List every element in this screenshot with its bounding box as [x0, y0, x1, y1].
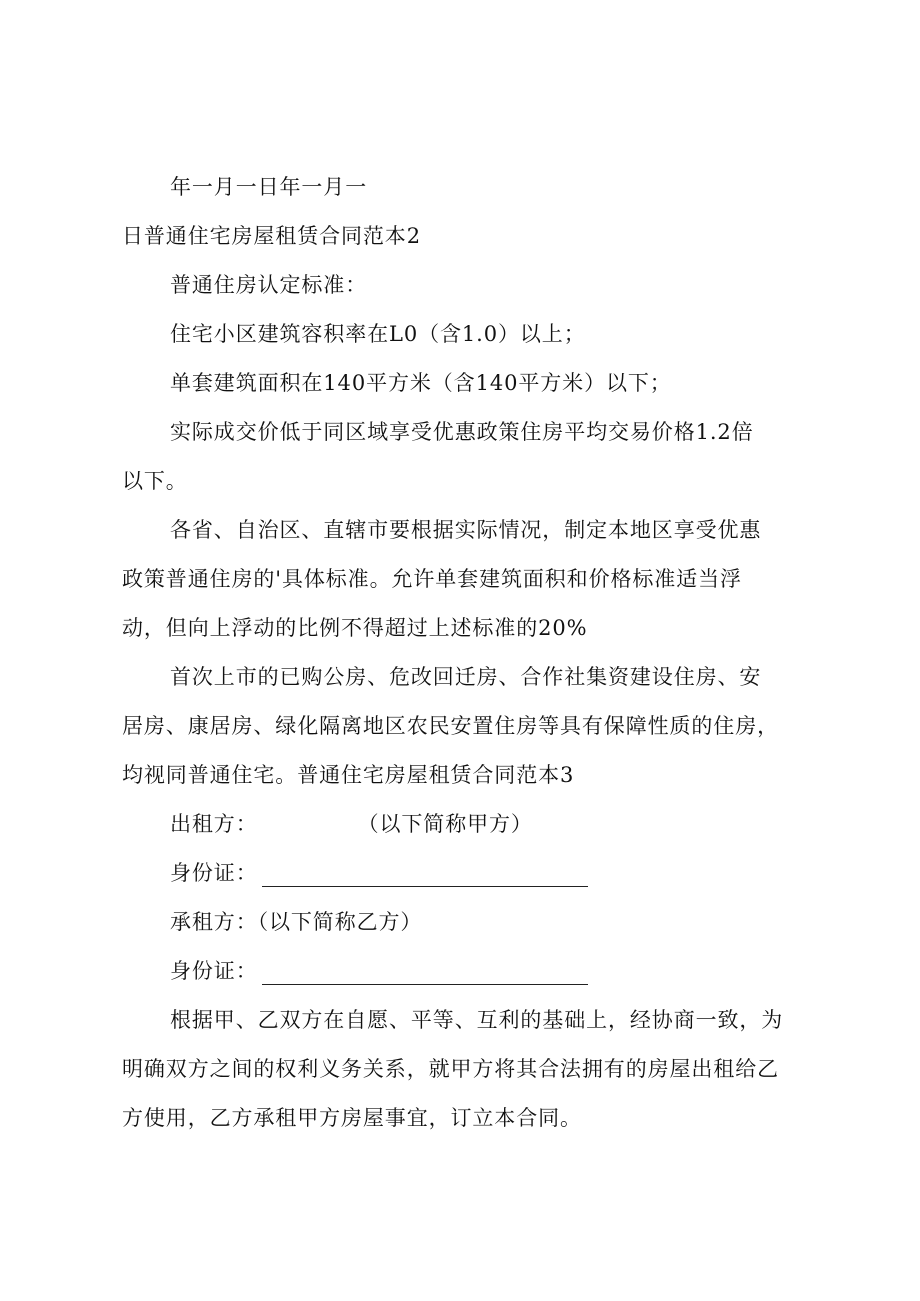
paragraph-line: 根据甲、乙双方在自愿、平等、互利的基础上，经协商一致，为: [170, 1008, 784, 1032]
paragraph-line: 政策普通住房的'具体标准。允许单套建筑面积和价格标准适当浮: [122, 567, 742, 591]
section-title: 日普通住宅房屋租赁合同范本2: [122, 224, 421, 248]
id-label: 身份证：: [170, 959, 258, 983]
lessee-id-line: [122, 957, 870, 985]
lessor-note: （以下简称甲方）: [357, 812, 533, 836]
id-label: 身份证：: [170, 861, 258, 885]
lessee-note: （以下简称乙方）: [257, 910, 423, 934]
paragraph-line: 住宅小区建筑容积率在L0（含1.0）以上；: [170, 322, 586, 346]
paragraph-line: 动，但向上浮动的比例不得超过上述标准的20%: [122, 616, 588, 640]
date-line: 年一月一日年一月一: [170, 175, 368, 199]
lessee-id-blank: [262, 964, 588, 985]
paragraph-line: 方使用，乙方承租甲方房屋事宜，订立本合同。: [122, 1106, 582, 1130]
paragraph-line: 均视同普通住宅。普通住宅房屋租赁合同范本3: [122, 763, 575, 787]
paragraph-line: 实际成交价低于同区域享受优惠政策住房平均交易价格1.2倍: [170, 420, 754, 444]
paragraph-line: 普通住房认定标准：: [170, 273, 368, 297]
lessee-line: [122, 908, 870, 936]
lessor-id-blank: [262, 866, 588, 887]
paragraph-line: 以下。: [122, 469, 188, 493]
paragraph-line: 各省、自治区、直辖市要根据实际情况，制定本地区享受优惠: [170, 518, 762, 542]
paragraph-line: 居房、康居房、绿化隔离地区农民安置住房等具有保障性质的住房，: [122, 714, 779, 738]
paragraph-line: 明确双方之间的权利义务关系，就甲方将其合法拥有的房屋出租给乙: [122, 1057, 779, 1081]
lessor-id-line: [122, 859, 870, 887]
paragraph-line: 单套建筑面积在140平方米（含140平方米）以下；: [170, 371, 672, 395]
lessee-label: 承租方：: [170, 910, 258, 934]
lessor-label: 出租方：: [170, 812, 258, 836]
lessor-line: [122, 810, 870, 838]
paragraph-line: 首次上市的已购公房、危改回迁房、合作社集资建设住房、安: [170, 665, 762, 689]
